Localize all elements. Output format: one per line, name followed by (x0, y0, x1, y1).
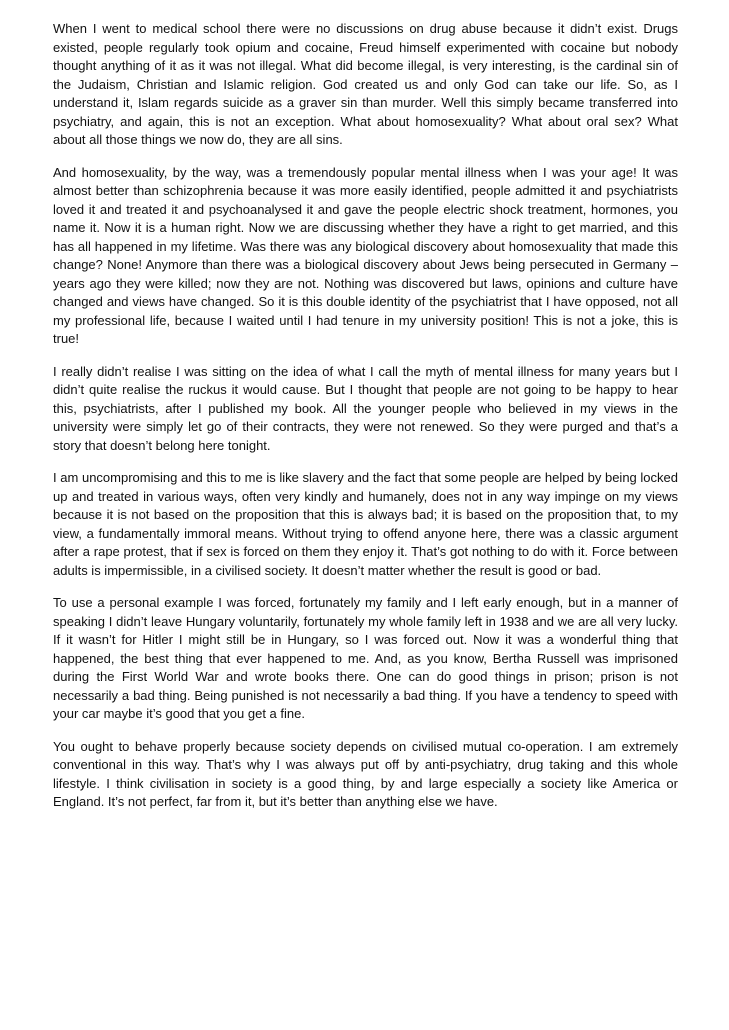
paragraph-1: When I went to medical school there were no discussions on drug abuse because it didn’t exist. Drugs existed, people regularly took opium and cocaine, Freud himself experimented with cocaine but nobody thought anything of it as it was not illegal. What did become illegal, is very interesting, is the cardinal sin of the Judaism, Christian and Islamic religion. God created us and only God can take our life. So, as I understand it, Islam regards suicide as a graver sin than murder. Well this simply became transferred into psychiatry, and again, this is not an exception. What about homosexuality? What about oral sex? What about all those things we now do, they are all sins. (53, 21, 678, 147)
paragraph-6: You ought to behave properly because society depends on civilised mutual co-operation. I am extremely conventional in this way. That’s why I was always put off by anti-psychiatry, drug taking and this whole lifestyle. I think civilisation in society is a good thing, by and large especially a society like America or England. It’s not perfect, far from it, but it’s better than anything else we have. (53, 738, 678, 809)
paragraph-2: And homosexuality, by the way, was a tremendously popular mental illness when I was your age! It was almost better than schizophrenia because it was more easily identified, people admitted it and psychiatrists loved it and treated it and psychoanalysed it and gave the people electric shock treatment, hormones, you name it. Now it is a human right. Now we are discussing whether they have a right to get married, and this has all happened in my lifetime. Was there was any biological discovery about homosexuality that made this change? None! Anymore than there was a biological discovery about Jews being persecuted in Germany – years ago they were killed; now they are not. Nothing was discovered but laws, opinions and culture have changed and views have changed. So it is this double identity of the psychiatrist that I have opposed, not all my professional life, because I waited until I had tenure in my university position! This is not a joke, this is true! (53, 164, 678, 346)
paragraph-3: I really didn’t realise I was sitting on the idea of what I call the myth of mental illness for many years but I didn’t quite realise the ruckus it would cause. But I thought that people are not going to be happy to hear this, psychiatrists, after I published my book. All the younger people who believed in my views in the university were simply let go of their contracts, they were not renewed. So they were purged and that’s a story that doesn’t belong here tonight. (53, 363, 678, 453)
paragraph-4: I am uncompromising and this to me is like slavery and the fact that some people are helped by being locked up and treated in various ways, often very kindly and humanely, does not in any way impinge on my views because it is not based on the proposition that this is always bad; it is based on the proposition that, to my view, a fundamentally immoral means. Without trying to offend anyone here, there was a classic argument after a rape protest, that if sex is forced on them they enjoy it. That’s got nothing to do with it. Force between adults is impermissible, in a civilised society. It doesn’t matter whether the result is good or bad. (53, 470, 678, 578)
paragraph-5: To use a personal example I was forced, fortunately my family and I left early enough, but in a manner of speaking I didn’t leave Hungary voluntarily, fortunately my whole family left in 1938 and we are all very lucky. If it wasn’t for Hitler I might still be in Hungary, so I was forced out. Now it was a wonderful thing that happened, the best thing that ever happened to me. And, as you know, Bertha Russell was imprisoned during the First World War and wrote books there. One can do good things in prison; prison is not necessarily a bad thing. Being punished is not necessarily a bad thing. If you have a tendency to speed with your car maybe it’s good that you get a fine. (53, 595, 678, 721)
document-page (53, 20, 678, 826)
